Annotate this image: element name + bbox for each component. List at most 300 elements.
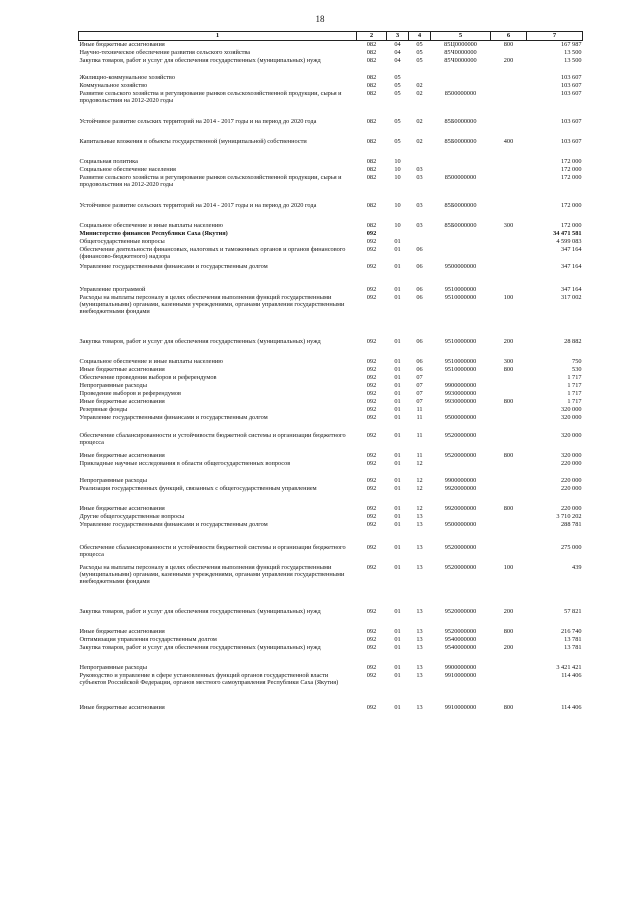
column-header-amount: 7 — [527, 32, 583, 41]
row-article: 9930000000 — [444, 389, 477, 397]
row-section: 05 — [394, 117, 401, 125]
row-subsection: 05 — [416, 48, 423, 56]
row-expense-type — [491, 82, 527, 90]
row-section: 01 — [394, 476, 401, 484]
row-article: 9920000000 — [444, 504, 477, 512]
row-amount: 13 500 — [564, 48, 582, 56]
row-section: 01 — [394, 413, 401, 421]
row-amount: 3 710 202 — [556, 512, 582, 520]
table-row — [79, 202, 583, 222]
row-article: 85Ц0000000 — [444, 41, 477, 48]
row-expense-type — [491, 521, 527, 544]
row-name: Капитальные вложения в объекты государственной (муниципальной) собственности — [79, 137, 307, 145]
row-amount: 172 000 — [561, 221, 582, 229]
row-code: 092 — [366, 405, 377, 413]
row-subsection — [409, 158, 431, 166]
row-article: 85Б0000000 — [444, 221, 477, 229]
row-section — [387, 230, 409, 238]
row-article: 8500000000 — [444, 89, 477, 97]
row-expense-type — [491, 460, 527, 477]
table-row — [79, 57, 583, 74]
row-code: 092 — [366, 703, 377, 711]
row-code: 092 — [366, 643, 377, 651]
row-amount: 172 000 — [561, 201, 582, 209]
row-name: Непрограммные расходы — [79, 476, 147, 484]
row-code: 092 — [366, 373, 377, 381]
row-section: 01 — [394, 627, 401, 635]
row-name: Иные бюджетные ассигнования — [79, 627, 165, 635]
row-section: 05 — [394, 137, 401, 145]
row-subsection: 12 — [416, 504, 423, 512]
row-article: 8500000000 — [444, 173, 477, 181]
row-article — [431, 374, 491, 382]
row-code: 082 — [366, 89, 377, 97]
row-code: 092 — [366, 663, 377, 671]
row-code: 092 — [366, 357, 377, 365]
row-expense-type — [491, 477, 527, 485]
row-section: 01 — [394, 373, 401, 381]
table-row — [79, 222, 583, 230]
row-code: 082 — [366, 173, 377, 181]
row-section: 01 — [394, 563, 401, 571]
row-name: Обеспечение сбалансированности и устойчивости бюджетной системы и организации бюджетного процесса — [79, 543, 346, 558]
row-subsection — [409, 230, 431, 238]
row-name: Закупка товаров, работ и услуг для обеспечения государственных (муниципальных) нужд — [79, 56, 321, 64]
row-article: 9930000000 — [444, 397, 477, 405]
row-code: 082 — [366, 137, 377, 145]
row-section: 01 — [394, 543, 401, 551]
row-section: 01 — [394, 337, 401, 345]
row-article — [431, 166, 491, 174]
row-name: Резервные фонды — [79, 405, 128, 413]
row-expense-type — [491, 166, 527, 174]
row-name: Социальное обеспечение и иные выплаты населению — [79, 221, 223, 229]
row-section: 01 — [394, 504, 401, 512]
row-article — [431, 238, 491, 246]
row-name: Непрограммные расходы — [79, 381, 147, 389]
row-expense-type — [491, 513, 527, 521]
row-expense-type: 100 — [503, 293, 514, 301]
row-subsection: 13 — [416, 543, 423, 551]
row-subsection: 12 — [416, 476, 423, 484]
row-expense-type: 800 — [503, 703, 514, 711]
table-row — [79, 406, 583, 414]
row-code: 092 — [366, 543, 377, 551]
row-subsection: 11 — [416, 413, 423, 421]
row-amount: 1 717 — [567, 389, 582, 397]
row-code: 082 — [366, 157, 377, 165]
row-name: Управление государственными финансами и государственным долгом — [79, 520, 268, 528]
row-section: 10 — [394, 165, 401, 173]
table-row — [79, 390, 583, 398]
row-article — [431, 74, 491, 82]
row-expense-type — [491, 414, 527, 432]
row-amount: 3 421 421 — [556, 663, 582, 671]
row-subsection: 06 — [416, 357, 423, 365]
row-article: 9520000000 — [444, 451, 477, 459]
table-row — [79, 238, 583, 246]
row-section: 01 — [394, 643, 401, 651]
row-subsection: 03 — [416, 165, 423, 173]
table-row — [79, 628, 583, 636]
row-amount: 320 000 — [561, 431, 582, 439]
row-section: 04 — [394, 41, 401, 48]
page-number: 18 — [315, 14, 325, 24]
row-article: 9900000000 — [444, 663, 477, 671]
row-article: 9540000000 — [444, 643, 477, 651]
row-amount: 13 781 — [564, 643, 582, 651]
column-header-expense-type: 6 — [491, 32, 527, 41]
row-section: 01 — [394, 635, 401, 643]
table-row — [79, 564, 583, 608]
row-amount: 220 000 — [561, 484, 582, 492]
table-row — [79, 263, 583, 286]
row-section: 01 — [394, 703, 401, 711]
row-expense-type — [491, 230, 527, 238]
row-article: 9500000000 — [444, 413, 477, 421]
table-row — [79, 90, 583, 118]
row-article: 85Ч0000000 — [444, 56, 477, 64]
row-subsection: 02 — [416, 117, 423, 125]
row-expense-type — [491, 74, 527, 82]
row-amount: 216 740 — [561, 627, 582, 635]
row-subsection: 06 — [416, 245, 423, 253]
row-amount: 4 599 083 — [556, 237, 582, 245]
table-header — [79, 32, 583, 41]
row-name: Проведение выборов и референдумов — [79, 389, 182, 397]
table-row — [79, 158, 583, 166]
row-amount: 320 000 — [561, 451, 582, 459]
row-name: Обеспечение проведения выборов и референдумов — [79, 373, 217, 381]
table-row — [79, 338, 583, 358]
row-section: 01 — [394, 293, 401, 301]
row-code: 092 — [366, 365, 377, 373]
row-name: Управление государственными финансами и государственным долгом — [79, 262, 268, 270]
row-amount: 530 — [572, 365, 582, 373]
row-code: 092 — [366, 476, 377, 484]
row-expense-type — [491, 90, 527, 118]
row-name: Устойчивое развитие сельских территорий на 2014 - 2017 годы и на период до 2020 года — [79, 201, 317, 209]
row-name: Обеспечение деятельности финансовых, налоговых и таможенных органов и органов финансового (финансово-бюджетного) надзора — [79, 245, 346, 260]
row-subsection: 02 — [416, 81, 423, 89]
row-name: Социальное обеспечение населения — [79, 165, 176, 173]
row-name: Развитие сельского хозяйства и регулирование рынков сельскохозяйственной продукции, сырья и продовольствия на 2012-2020 годы — [79, 89, 342, 104]
row-expense-type: 800 — [503, 504, 514, 512]
row-name: Иные бюджетные ассигнования — [79, 397, 165, 405]
row-expense-type — [491, 664, 527, 672]
row-section: 01 — [394, 389, 401, 397]
row-name: Социальная политика — [79, 157, 138, 165]
row-code: 092 — [366, 635, 377, 643]
row-article: 9520000000 — [444, 543, 477, 551]
row-amount: 439 — [572, 563, 582, 571]
row-article — [431, 460, 491, 477]
row-code: 082 — [366, 41, 377, 48]
table-row — [79, 118, 583, 138]
row-section: 01 — [394, 512, 401, 520]
row-article — [431, 406, 491, 414]
row-expense-type: 200 — [503, 56, 514, 64]
row-name: Другие общегосударственные вопросы — [79, 512, 185, 520]
table-row — [79, 644, 583, 664]
row-section: 01 — [394, 245, 401, 253]
row-amount: 288 781 — [561, 520, 582, 528]
row-subsection: 07 — [416, 389, 423, 397]
row-article — [431, 230, 491, 238]
row-code: 092 — [366, 389, 377, 397]
row-section: 01 — [394, 459, 401, 467]
table-row — [79, 513, 583, 521]
table-row — [79, 664, 583, 672]
row-code: 092 — [366, 563, 377, 571]
row-subsection: 07 — [416, 397, 423, 405]
row-subsection: 06 — [416, 262, 423, 270]
row-code: 092 — [366, 397, 377, 405]
row-section: 01 — [394, 484, 401, 492]
row-amount: 13 500 — [564, 56, 582, 64]
table-row — [79, 704, 583, 712]
row-section: 01 — [394, 285, 401, 293]
table-row — [79, 432, 583, 452]
table-row — [79, 358, 583, 366]
row-amount: 220 000 — [561, 459, 582, 467]
row-subsection: 13 — [416, 671, 423, 679]
row-section: 01 — [394, 237, 401, 245]
table-row — [79, 608, 583, 628]
row-code: 092 — [366, 512, 377, 520]
row-name: Иные бюджетные ассигнования — [79, 365, 165, 373]
table-row — [79, 166, 583, 174]
table-row — [79, 286, 583, 294]
table-row — [79, 366, 583, 374]
row-name: Непрограммные расходы — [79, 663, 147, 671]
row-subsection: 06 — [416, 285, 423, 293]
row-code: 092 — [366, 262, 377, 270]
row-name: Управление государственными финансами и государственным долгом — [79, 413, 268, 421]
table-row — [79, 382, 583, 390]
row-amount: 57 821 — [564, 607, 582, 615]
row-amount: 317 002 — [561, 293, 582, 301]
row-section: 10 — [394, 173, 401, 181]
row-section: 01 — [394, 381, 401, 389]
row-article: 9520000000 — [444, 627, 477, 635]
row-article: 9520000000 — [444, 431, 477, 439]
table-body — [79, 41, 583, 712]
table-row — [79, 230, 583, 238]
row-code: 092 — [366, 607, 377, 615]
row-expense-type: 200 — [503, 607, 514, 615]
row-code: 092 — [366, 381, 377, 389]
row-expense-type: 800 — [503, 397, 514, 405]
table-row — [79, 544, 583, 564]
row-amount: 750 — [572, 357, 582, 365]
row-expense-type — [491, 286, 527, 294]
row-expense-type — [491, 202, 527, 222]
row-name: Прикладные научные исследования в области общегосударственных вопросов — [79, 459, 291, 467]
row-name: Реализация государственных функций, связанных с общегосударственным управлением — [79, 484, 317, 492]
row-subsection: 13 — [416, 663, 423, 671]
row-expense-type — [491, 390, 527, 398]
row-code: 092 — [366, 293, 377, 301]
row-code: 082 — [366, 221, 377, 229]
row-amount: 114 406 — [561, 671, 582, 679]
row-subsection: 03 — [416, 173, 423, 181]
row-name: Закупка товаров, работ и услуг для обеспечения государственных (муниципальных) нужд — [79, 607, 321, 615]
row-code: 092 — [366, 413, 377, 421]
row-amount: 114 406 — [561, 703, 582, 711]
row-code: 092 — [366, 627, 377, 635]
row-amount: 1 717 — [567, 397, 582, 405]
row-amount: 347 164 — [561, 245, 582, 253]
row-amount: 172 000 — [561, 173, 582, 181]
row-subsection: 06 — [416, 337, 423, 345]
row-amount: 347 164 — [561, 262, 582, 270]
row-article: 9900000000 — [444, 381, 477, 389]
row-expense-type: 300 — [503, 357, 514, 365]
row-name: Закупка товаров, работ и услуг для обеспечения государственных (муниципальных) нужд — [79, 643, 321, 651]
table-row — [79, 41, 583, 49]
table-row — [79, 636, 583, 644]
row-subsection — [409, 74, 431, 82]
row-amount: 172 000 — [561, 165, 582, 173]
row-subsection: 12 — [416, 484, 423, 492]
row-code: 082 — [366, 48, 377, 56]
row-section: 04 — [394, 56, 401, 64]
row-amount: 103 607 — [561, 137, 582, 145]
row-amount: 172 000 — [561, 157, 582, 165]
row-code: 092 — [366, 671, 377, 679]
row-amount: 103 607 — [561, 117, 582, 125]
row-code: 092 — [366, 520, 377, 528]
row-section: 01 — [394, 397, 401, 405]
row-section: 05 — [394, 81, 401, 89]
row-section: 01 — [394, 520, 401, 528]
table-row — [79, 138, 583, 158]
row-article: 9500000000 — [444, 262, 477, 270]
row-section: 01 — [394, 262, 401, 270]
row-name: Общегосударственные вопросы — [79, 237, 165, 245]
row-name: Иные бюджетные ассигнования — [79, 504, 165, 512]
row-code: 092 — [366, 229, 377, 237]
table-row — [79, 374, 583, 382]
row-article: 9920000000 — [444, 484, 477, 492]
row-code: 092 — [366, 484, 377, 492]
row-code: 092 — [366, 245, 377, 253]
table-row — [79, 460, 583, 477]
row-name: Расходы на выплаты персоналу в целях обеспечения выполнения функций государственными (муниципальными) органами, казенными учреждениями, органами управления государственными внебюджетными фондами — [79, 293, 345, 315]
row-expense-type — [491, 118, 527, 138]
row-subsection: 11 — [416, 405, 423, 413]
column-header-name: 1 — [79, 32, 357, 41]
row-expense-type: 200 — [503, 337, 514, 345]
row-name: Иные бюджетные ассигнования — [79, 41, 165, 48]
row-section: 01 — [394, 663, 401, 671]
row-subsection: 02 — [416, 89, 423, 97]
row-article: 9510000000 — [444, 285, 477, 293]
row-code: 092 — [366, 431, 377, 439]
row-article: 9510000000 — [444, 357, 477, 365]
column-header-section: 3 — [387, 32, 409, 41]
row-amount: 320 000 — [561, 413, 582, 421]
row-subsection: 11 — [416, 431, 423, 439]
row-article: 9520000000 — [444, 563, 477, 571]
row-code: 092 — [366, 337, 377, 345]
row-article: 85Б0000000 — [444, 201, 477, 209]
row-amount: 220 000 — [561, 476, 582, 484]
row-name: Жилищно-коммунальное хозяйство — [79, 73, 176, 81]
row-section: 10 — [394, 201, 401, 209]
row-expense-type: 100 — [503, 563, 514, 571]
row-subsection: 05 — [416, 41, 423, 48]
row-name: Закупка товаров, работ и услуг для обеспечения государственных (муниципальных) нужд — [79, 337, 321, 345]
row-name: Руководство и управление в сфере установленных функций органов государственной власти субъектов Российской Федерации, органов местного самоуправления Республики Саха (Якутия) — [79, 671, 339, 686]
row-expense-type: 800 — [503, 627, 514, 635]
row-amount: 103 607 — [561, 73, 582, 81]
row-section: 01 — [394, 357, 401, 365]
row-subsection: 03 — [416, 201, 423, 209]
row-amount: 13 781 — [564, 635, 582, 643]
row-amount: 103 607 — [561, 89, 582, 97]
row-amount: 28 882 — [564, 337, 582, 345]
table-row — [79, 452, 583, 460]
row-name: Развитие сельского хозяйства и регулирование рынков сельскохозяйственной продукции, сырья и продовольствия на 2012-2020 годы — [79, 173, 342, 188]
row-name: Обеспечение сбалансированности и устойчивости бюджетной системы и организации бюджетного процесса — [79, 431, 346, 446]
row-expense-type — [491, 406, 527, 414]
row-name: Министерство финансов Республики Саха (Якутия) — [79, 229, 228, 237]
row-amount: 1 717 — [567, 381, 582, 389]
row-section: 10 — [394, 221, 401, 229]
row-expense-type — [491, 485, 527, 505]
row-expense-type — [491, 382, 527, 390]
row-expense-type: 200 — [503, 643, 514, 651]
row-section: 01 — [394, 365, 401, 373]
row-subsection: 13 — [416, 627, 423, 635]
table-row — [79, 414, 583, 432]
row-expense-type: 300 — [503, 221, 514, 229]
row-subsection: 12 — [416, 459, 423, 467]
row-code: 092 — [366, 237, 377, 245]
row-code: 082 — [366, 201, 377, 209]
row-article — [431, 246, 491, 263]
row-expense-type: 800 — [503, 41, 514, 48]
row-subsection: 13 — [416, 520, 423, 528]
row-article: 9500000000 — [444, 520, 477, 528]
row-subsection: 02 — [416, 137, 423, 145]
row-expense-type — [491, 238, 527, 246]
row-expense-type — [491, 544, 527, 564]
row-code: 092 — [366, 285, 377, 293]
row-article: 85Б0000000 — [444, 137, 477, 145]
row-amount: 34 471 581 — [553, 229, 582, 237]
row-name: Иные бюджетные ассигнования — [79, 451, 165, 459]
row-subsection: 13 — [416, 635, 423, 643]
row-expense-type — [491, 49, 527, 57]
row-expense-type — [491, 432, 527, 452]
row-subsection: 13 — [416, 643, 423, 651]
table-row — [79, 74, 583, 82]
column-header-code: 2 — [357, 32, 387, 41]
row-article: 85Б0000000 — [444, 117, 477, 125]
row-amount: 103 607 — [561, 81, 582, 89]
row-name: Расходы на выплаты персоналу в целях обеспечения выполнения функций государственными (муниципальными) органами, казенными учреждениями, органами управления государственными внебюджетными фондами — [79, 563, 345, 585]
row-article: 9900000000 — [444, 476, 477, 484]
row-code: 082 — [366, 73, 377, 81]
row-name: Иные бюджетные ассигнования — [79, 703, 165, 711]
row-section: 05 — [394, 73, 401, 81]
row-amount: 320 000 — [561, 405, 582, 413]
column-header-subsection: 4 — [409, 32, 431, 41]
row-code: 092 — [366, 451, 377, 459]
